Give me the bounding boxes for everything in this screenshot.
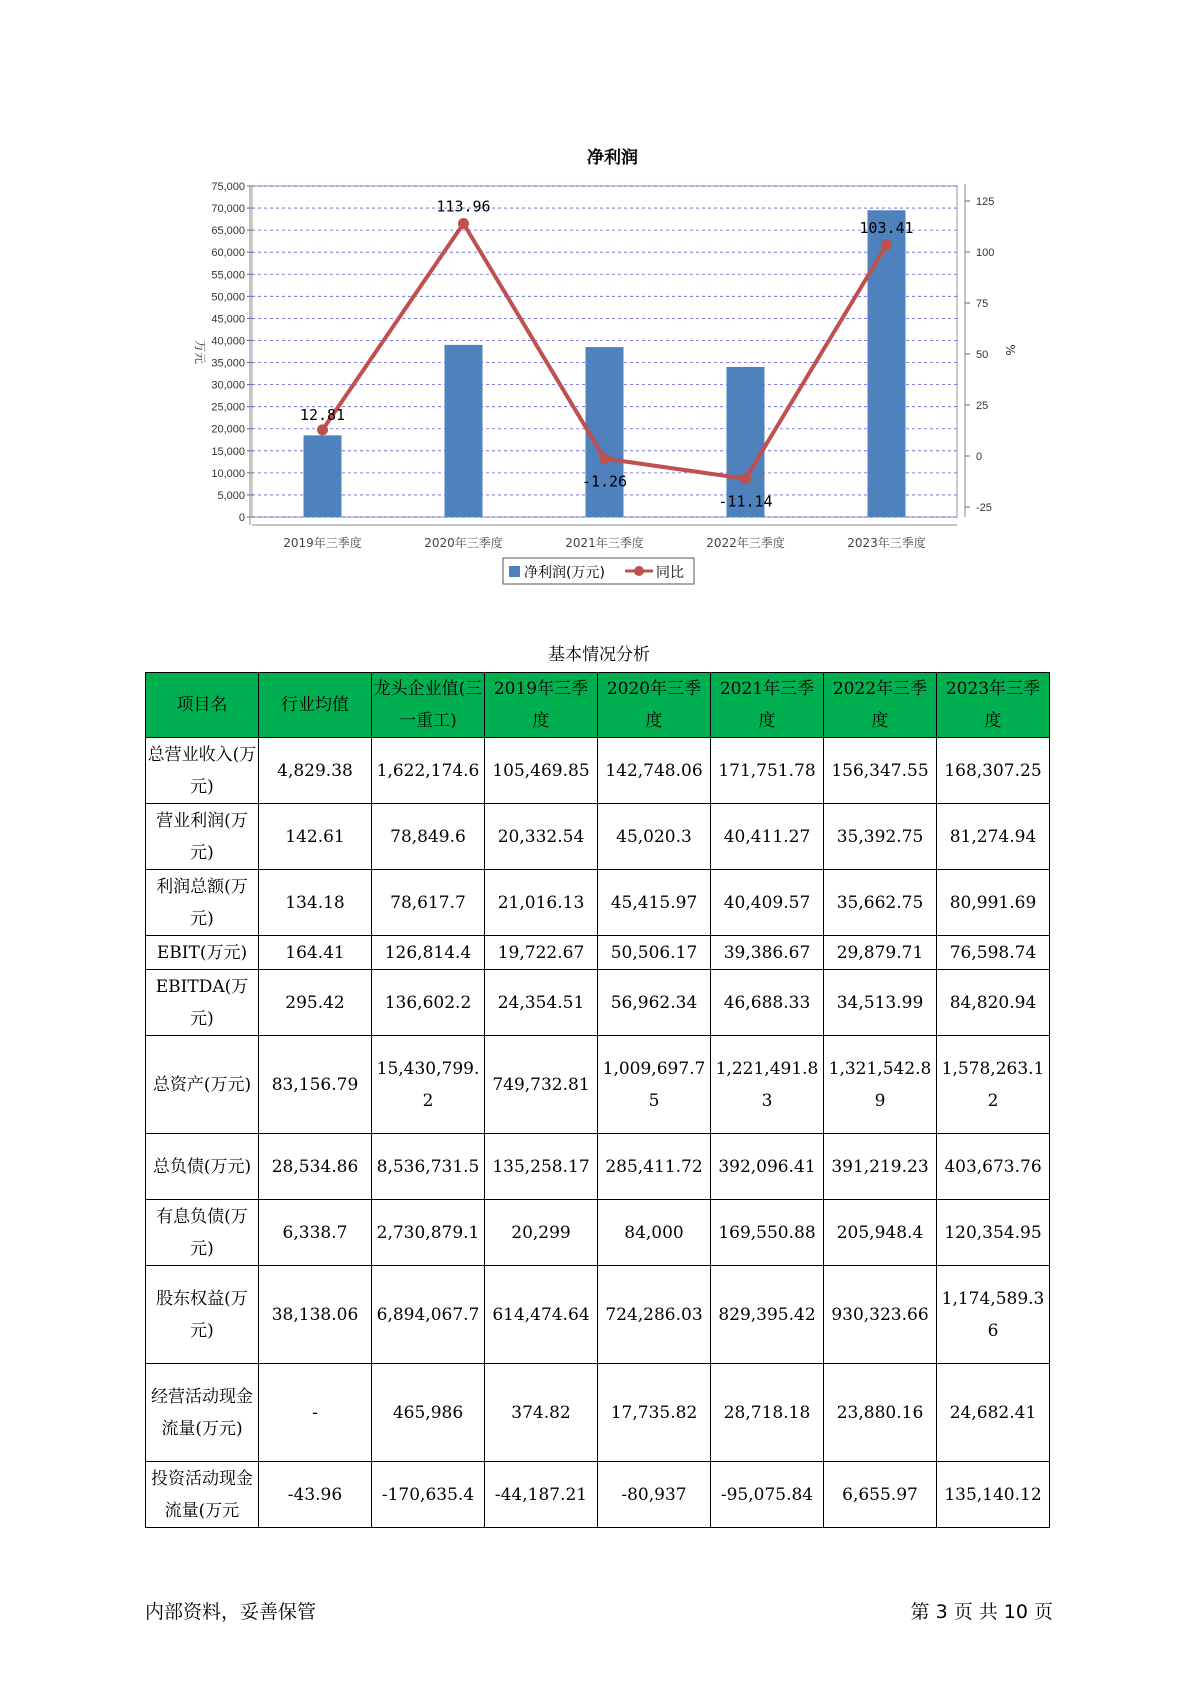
table-cell: 35,392.75 xyxy=(824,804,937,870)
row-item-name: EBIT(万元) xyxy=(146,936,259,970)
table-cell: 50,506.17 xyxy=(598,936,711,970)
table-cell: 6,655.97 xyxy=(824,1462,937,1528)
table-cell: -43.96 xyxy=(259,1462,372,1528)
data-label-yoy: 113.96 xyxy=(436,197,491,216)
net-profit-chart xyxy=(0,0,1191,600)
table-header-cell: 2020年三季度 xyxy=(598,673,711,738)
table-cell: 46,688.33 xyxy=(711,970,824,1036)
row-item-name: 总资产(万元) xyxy=(146,1036,259,1134)
table-cell: 81,274.94 xyxy=(937,804,1050,870)
table-cell: 80,991.69 xyxy=(937,870,1050,936)
table-cell: 1,221,491.83 xyxy=(711,1036,824,1134)
table-cell: 78,849.6 xyxy=(372,804,485,870)
table-cell: - xyxy=(259,1364,372,1462)
row-item-name: 总营业收入(万元) xyxy=(146,738,259,804)
table-cell: 38,138.06 xyxy=(259,1266,372,1364)
table-row xyxy=(146,936,1050,970)
table-cell: 930,323.66 xyxy=(824,1266,937,1364)
table-row xyxy=(146,738,1050,804)
y-tick-label-left: 55,000 xyxy=(211,269,245,282)
row-item-name: 股东权益(万元) xyxy=(146,1266,259,1364)
table-cell: 1,622,174.6 xyxy=(372,738,485,804)
chart-title: 净利润 xyxy=(587,148,638,168)
y-tick-label-right: 75 xyxy=(976,298,989,310)
table-cell: 39,386.67 xyxy=(711,936,824,970)
table-cell: 28,718.18 xyxy=(711,1364,824,1462)
table-cell: 724,286.03 xyxy=(598,1266,711,1364)
x-tick-label: 2019年三季度 xyxy=(283,536,362,550)
table-cell: 749,732.81 xyxy=(485,1036,598,1134)
table-cell: 45,020.3 xyxy=(598,804,711,870)
point-yoy xyxy=(458,218,469,229)
table-row xyxy=(146,1036,1050,1134)
table-cell: 23,880.16 xyxy=(824,1364,937,1462)
table-cell: 6,894,067.7 xyxy=(372,1266,485,1364)
y-tick-label-left: 10,000 xyxy=(211,467,245,480)
table-cell: 136,602.2 xyxy=(372,970,485,1036)
table-cell: 34,513.99 xyxy=(824,970,937,1036)
row-item-name: 营业利润(万元) xyxy=(146,804,259,870)
y-tick-label-right: 0 xyxy=(976,451,983,463)
table-cell: 40,411.27 xyxy=(711,804,824,870)
table-cell: 76,598.74 xyxy=(937,936,1050,970)
table-cell: -44,187.21 xyxy=(485,1462,598,1528)
table-header-cell: 2019年三季度 xyxy=(485,673,598,738)
table-cell: 829,395.42 xyxy=(711,1266,824,1364)
table-cell: 465,986 xyxy=(372,1364,485,1462)
row-item-name: 经营活动现金流量(万元) xyxy=(146,1364,259,1462)
table-header-cell: 龙头企业值(三一重工) xyxy=(372,673,485,738)
chart-canvas xyxy=(0,0,1191,600)
y-tick-label-left: 25,000 xyxy=(211,401,245,414)
table-cell: 84,820.94 xyxy=(937,970,1050,1036)
y-tick-label-left: 50,000 xyxy=(211,291,245,304)
table-header-cell: 2023年三季度 xyxy=(937,673,1050,738)
table-cell: 285,411.72 xyxy=(598,1134,711,1200)
table-cell: 1,578,263.12 xyxy=(937,1036,1050,1134)
x-tick-label: 2020年三季度 xyxy=(424,536,503,550)
table-row xyxy=(146,1200,1050,1266)
row-item-name: EBITDA(万元) xyxy=(146,970,259,1036)
y-tick-label-right: 50 xyxy=(976,349,989,361)
table-cell: 134.18 xyxy=(259,870,372,936)
table-cell: 2,730,879.1 xyxy=(372,1200,485,1266)
table-cell: 142,748.06 xyxy=(598,738,711,804)
table-row xyxy=(146,870,1050,936)
table-row xyxy=(146,1364,1050,1462)
bar-net-profit xyxy=(868,210,906,517)
table-cell: -170,635.4 xyxy=(372,1462,485,1528)
y-tick-label-left: 15,000 xyxy=(211,445,245,458)
data-label-yoy: 12.81 xyxy=(299,405,346,424)
bar-net-profit xyxy=(304,435,342,517)
table-cell: 17,735.82 xyxy=(598,1364,711,1462)
table-cell: 15,430,799.2 xyxy=(372,1036,485,1134)
table-cell: -80,937 xyxy=(598,1462,711,1528)
footer-confidential: 内部资料，妥善保管 xyxy=(145,1601,317,1623)
point-yoy xyxy=(740,473,751,484)
row-item-name: 有息负债(万元) xyxy=(146,1200,259,1266)
table-cell: 56,962.34 xyxy=(598,970,711,1036)
table-cell: 156,347.55 xyxy=(824,738,937,804)
table-cell: 614,474.64 xyxy=(485,1266,598,1364)
table-caption: 基本情况分析 xyxy=(548,645,650,665)
legend-label-yoy: 同比 xyxy=(656,565,684,581)
table-header-cell: 项目名 xyxy=(146,673,259,738)
table-cell: 1,321,542.89 xyxy=(824,1036,937,1134)
table-cell: 171,751.78 xyxy=(711,738,824,804)
table-cell: 45,415.97 xyxy=(598,870,711,936)
table-row xyxy=(146,1266,1050,1364)
table-cell: 24,354.51 xyxy=(485,970,598,1036)
y-tick-label-right: 125 xyxy=(976,196,995,208)
table-cell: 84,000 xyxy=(598,1200,711,1266)
table-cell: 135,140.12 xyxy=(937,1462,1050,1528)
table-cell: 169,550.88 xyxy=(711,1200,824,1266)
table-cell: 105,469.85 xyxy=(485,738,598,804)
y-tick-label-left: 40,000 xyxy=(211,335,245,348)
table-cell: 8,536,731.5 xyxy=(372,1134,485,1200)
point-yoy xyxy=(881,240,892,251)
y-tick-label-left: 60,000 xyxy=(211,247,245,260)
row-item-name: 利润总额(万元) xyxy=(146,870,259,936)
x-tick-label: 2021年三季度 xyxy=(565,536,644,550)
legend-label-net-profit: 净利润(万元) xyxy=(524,565,605,581)
table-cell: 392,096.41 xyxy=(711,1134,824,1200)
table-cell: 20,332.54 xyxy=(485,804,598,870)
y-tick-label-left: 65,000 xyxy=(211,225,245,238)
table-cell: 120,354.95 xyxy=(937,1200,1050,1266)
table-header-row xyxy=(146,673,1050,738)
table-cell: 391,219.23 xyxy=(824,1134,937,1200)
table-row xyxy=(146,1134,1050,1200)
legend-swatch-bar xyxy=(509,566,520,577)
y-tick-label-left: 45,000 xyxy=(211,313,245,326)
table-cell: 126,814.4 xyxy=(372,936,485,970)
y-tick-label-right: 25 xyxy=(976,400,989,412)
y-tick-label-right: -25 xyxy=(976,502,992,514)
bar-net-profit xyxy=(586,347,624,517)
data-label-yoy: -11.14 xyxy=(718,492,773,511)
point-yoy xyxy=(317,424,328,435)
x-tick-label: 2023年三季度 xyxy=(847,536,926,550)
table-cell: 205,948.4 xyxy=(824,1200,937,1266)
table-cell: 168,307.25 xyxy=(937,738,1050,804)
basic-analysis-table xyxy=(145,672,1050,1528)
y-tick-label-left: 0 xyxy=(238,512,245,524)
table-cell: 374.82 xyxy=(485,1364,598,1462)
table-cell: 35,662.75 xyxy=(824,870,937,936)
row-item-name: 总负债(万元) xyxy=(146,1134,259,1200)
table-cell: 20,299 xyxy=(485,1200,598,1266)
table-cell: 1,009,697.75 xyxy=(598,1036,711,1134)
table-cell: 135,258.17 xyxy=(485,1134,598,1200)
y-tick-label-left: 30,000 xyxy=(211,379,245,392)
y-tick-label-left: 35,000 xyxy=(211,357,245,370)
y-tick-label-left: 5,000 xyxy=(217,489,245,502)
point-yoy xyxy=(599,453,610,464)
table-cell: -95,075.84 xyxy=(711,1462,824,1528)
legend-swatch-point xyxy=(634,566,644,576)
table-cell: 40,409.57 xyxy=(711,870,824,936)
y-axis-label-right: % xyxy=(1003,344,1017,356)
footer-page-number: 第 3 页 共 10 页 xyxy=(910,1601,1053,1623)
table-header-cell: 行业均值 xyxy=(259,673,372,738)
table-cell: 142.61 xyxy=(259,804,372,870)
table-cell: 19,722.67 xyxy=(485,936,598,970)
table-cell: 21,016.13 xyxy=(485,870,598,936)
y-axis-label-left: 万元 xyxy=(193,339,207,365)
row-item-name: 投资活动现金流量(万元 xyxy=(146,1462,259,1528)
bar-net-profit xyxy=(445,345,483,517)
table-cell: 1,174,589.36 xyxy=(937,1266,1050,1364)
x-tick-label: 2022年三季度 xyxy=(706,536,785,550)
table-header-cell: 2021年三季度 xyxy=(711,673,824,738)
table-cell: 6,338.7 xyxy=(259,1200,372,1266)
table-row xyxy=(146,1462,1050,1528)
data-label-yoy: -1.26 xyxy=(581,472,628,491)
table-cell: 78,617.7 xyxy=(372,870,485,936)
y-tick-label-left: 20,000 xyxy=(211,423,245,436)
table-cell: 83,156.79 xyxy=(259,1036,372,1134)
y-tick-label-left: 70,000 xyxy=(211,203,245,216)
table-cell: 29,879.71 xyxy=(824,936,937,970)
table-cell: 403,673.76 xyxy=(937,1134,1050,1200)
table-cell: 28,534.86 xyxy=(259,1134,372,1200)
table-row xyxy=(146,970,1050,1036)
y-tick-label-right: 100 xyxy=(976,247,995,259)
table-cell: 295.42 xyxy=(259,970,372,1036)
table-row xyxy=(146,804,1050,870)
table-header-cell: 2022年三季度 xyxy=(824,673,937,738)
table-cell: 24,682.41 xyxy=(937,1364,1050,1462)
data-label-yoy: 103.41 xyxy=(859,219,914,238)
y-tick-label-left: 75,000 xyxy=(211,181,245,193)
table-cell: 164.41 xyxy=(259,936,372,970)
table-cell: 4,829.38 xyxy=(259,738,372,804)
